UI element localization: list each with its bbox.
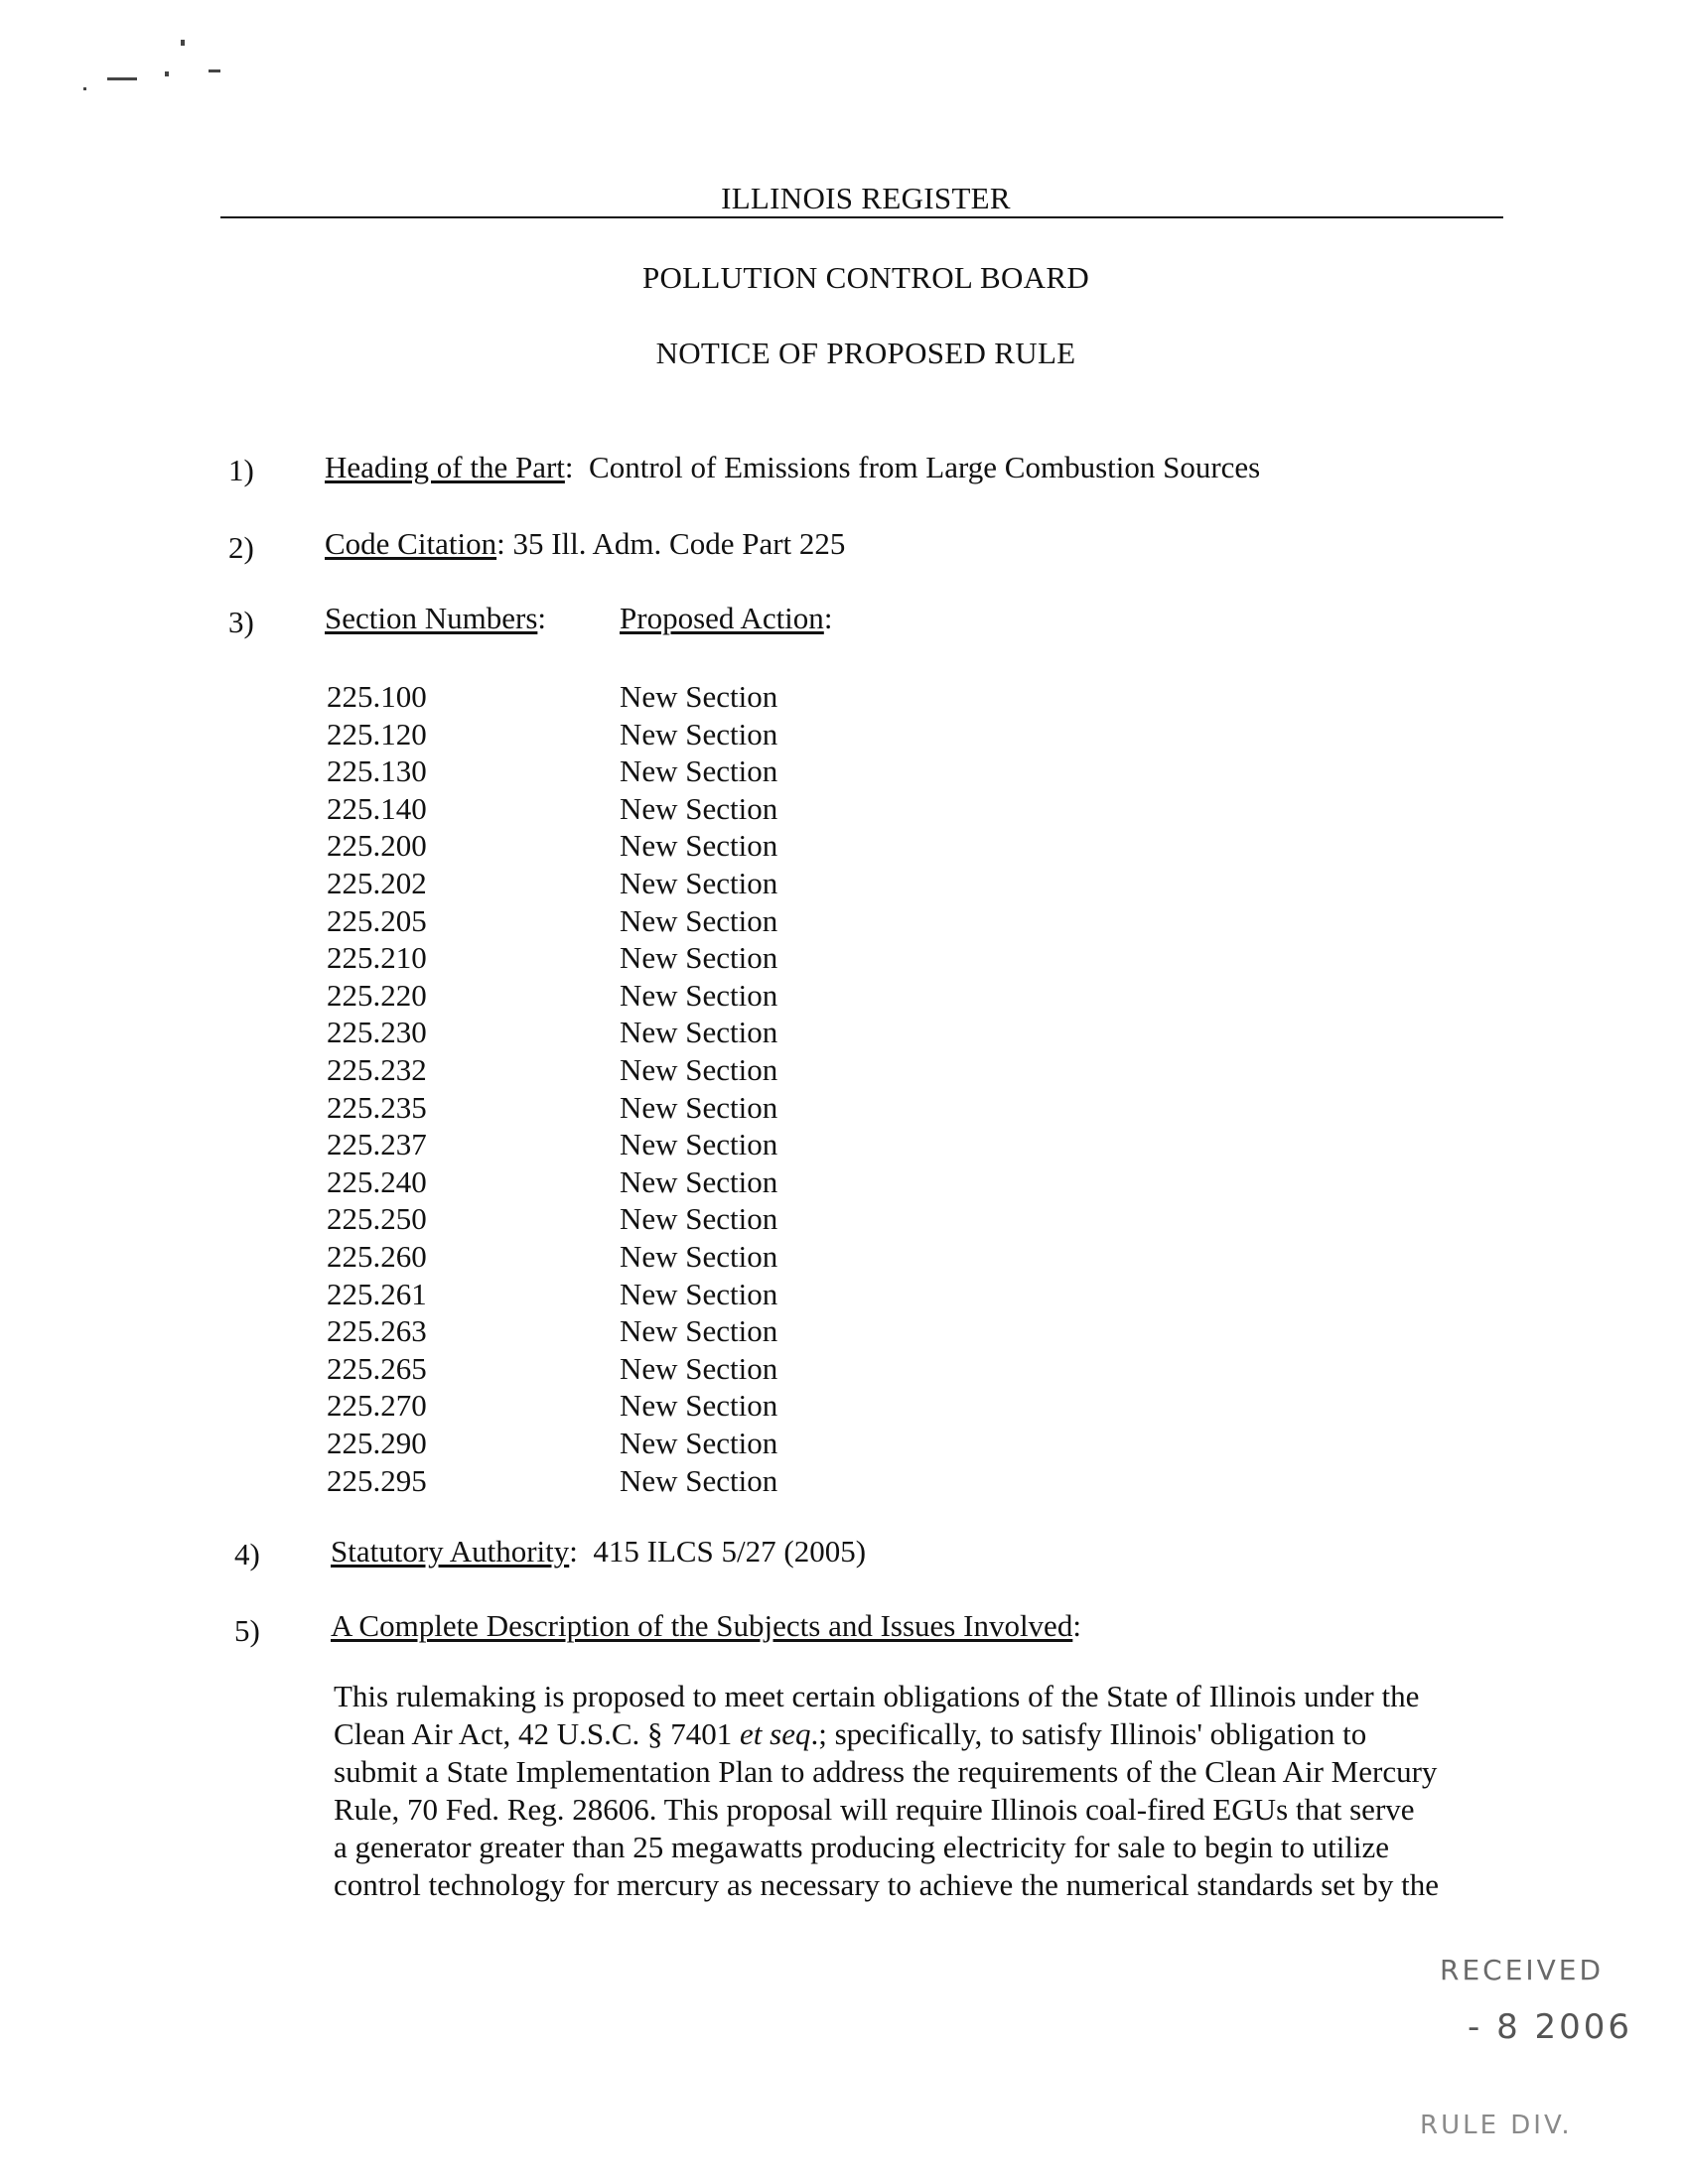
scan-speck	[181, 40, 185, 46]
paragraph-text: .; specifically, to satisfy Illinois' obligation to	[810, 1716, 1367, 1751]
section-action: New Section	[620, 1462, 778, 1498]
notice-title: NOTICE OF PROPOSED RULE	[655, 336, 1076, 370]
header-rule	[220, 216, 1503, 218]
paragraph-line: This rulemaking is proposed to meet certain obligations of the State of Illinois under the	[334, 1679, 1420, 1713]
item-sep: :	[569, 1534, 578, 1569]
paragraph-line: control technology for mercury as necessary to achieve the numerical standards set by the	[334, 1867, 1440, 1902]
heading-of-part	[325, 450, 1260, 485]
section-number: 225.260	[327, 1239, 427, 1274]
section-action: New Section	[620, 790, 778, 826]
paragraph-line: submit a State Implementation Plan to address the requirements of the Clean Air Mercury	[334, 1754, 1438, 1789]
item-sep: :	[537, 601, 547, 635]
item-label: Statutory Authority	[331, 1534, 570, 1569]
section-number: 225.295	[327, 1462, 427, 1498]
section-action: New Section	[620, 977, 778, 1013]
section-action: New Section	[620, 1239, 778, 1274]
scan-speck	[83, 87, 86, 90]
paragraph-line	[334, 1715, 1515, 1753]
section-number: 225.230	[327, 1015, 427, 1050]
item-number: 4)	[234, 1537, 260, 1571]
item-number: 2)	[228, 530, 254, 565]
description-heading	[331, 1608, 1081, 1644]
section-number: 225.220	[327, 977, 427, 1013]
section-action: New Section	[620, 828, 778, 864]
section-action: New Section	[620, 1276, 778, 1311]
section-action: New Section	[620, 1052, 778, 1087]
item-sep: :	[823, 601, 833, 635]
item-label: Section Numbers	[325, 601, 538, 635]
item-number: 3)	[228, 605, 254, 639]
section-action: New Section	[620, 1388, 778, 1424]
item-number: 1)	[228, 453, 254, 487]
board-title: POLLUTION CONTROL BOARD	[641, 260, 1090, 295]
item-label: A Complete Description of the Subjects and Issues Involved	[331, 1608, 1073, 1643]
item-number: 5)	[234, 1613, 260, 1648]
item-label: Code Citation	[325, 526, 497, 561]
section-number: 225.270	[327, 1388, 427, 1424]
received-stamp-date: - 8 2006	[1468, 2007, 1633, 2047]
section-number: 225.100	[327, 679, 427, 714]
section-action: New Section	[620, 716, 778, 751]
item-label: Proposed Action	[620, 601, 824, 635]
section-action: New Section	[620, 866, 778, 900]
section-number: 225.130	[327, 753, 427, 789]
section-action: New Section	[620, 679, 778, 714]
code-citation	[325, 526, 845, 562]
section-action: New Section	[620, 940, 778, 976]
description-paragraph	[334, 1678, 1515, 1904]
section-action: New Section	[620, 1201, 778, 1237]
scan-speck	[209, 69, 220, 72]
section-action: New Section	[620, 1350, 778, 1386]
section-numbers-heading	[325, 601, 546, 636]
proposed-action-heading	[620, 601, 832, 636]
section-number: 225.205	[327, 902, 427, 938]
section-action: New Section	[620, 1015, 778, 1050]
section-action: New Section	[620, 1163, 778, 1199]
item-sep: :	[496, 526, 505, 561]
paragraph-line: a generator greater than 25 megawatts producing electricity for sale to begin to utilize	[334, 1830, 1390, 1864]
item-value: Control of Emissions from Large Combustion Sources	[589, 450, 1261, 484]
section-action: New Section	[620, 1089, 778, 1125]
item-sep: :	[564, 450, 574, 484]
section-number: 225.232	[327, 1052, 427, 1087]
section-number: 225.202	[327, 866, 427, 900]
item-value: 415 ILCS 5/27 (2005)	[593, 1534, 867, 1569]
received-stamp-division: RULE DIV.	[1420, 2111, 1573, 2140]
paragraph-italic: et seq	[740, 1716, 811, 1751]
section-action: New Section	[620, 1426, 778, 1460]
section-number: 225.237	[327, 1127, 427, 1162]
section-number: 225.265	[327, 1350, 427, 1386]
section-number: 225.240	[327, 1163, 427, 1199]
section-action: New Section	[620, 1127, 778, 1162]
paragraph-line: Rule, 70 Fed. Reg. 28606. This proposal will require Illinois coal-fired EGUs that serve	[334, 1792, 1415, 1827]
section-number: 225.250	[327, 1201, 427, 1237]
register-title: ILLINOIS REGISTER	[721, 181, 1011, 215]
received-stamp: RECEIVED	[1440, 1954, 1605, 1986]
item-value: 35 Ill. Adm. Code Part 225	[512, 526, 846, 561]
section-number: 225.200	[327, 828, 427, 864]
section-number: 225.290	[327, 1426, 427, 1460]
item-sep: :	[1072, 1608, 1081, 1643]
section-action: New Section	[620, 753, 778, 789]
section-number: 225.120	[327, 716, 427, 751]
section-number: 225.210	[327, 940, 427, 976]
section-number: 225.263	[327, 1313, 427, 1349]
scan-speck	[165, 71, 169, 76]
section-action: New Section	[620, 902, 778, 938]
section-number: 225.261	[327, 1276, 427, 1311]
scan-speck	[107, 77, 137, 80]
statutory-authority	[331, 1534, 866, 1570]
section-number: 225.235	[327, 1089, 427, 1125]
section-action: New Section	[620, 1313, 778, 1349]
section-number: 225.140	[327, 790, 427, 826]
paragraph-text: Clean Air Act, 42 U.S.C. § 7401	[334, 1716, 741, 1751]
item-label: Heading of the Part	[325, 450, 565, 484]
